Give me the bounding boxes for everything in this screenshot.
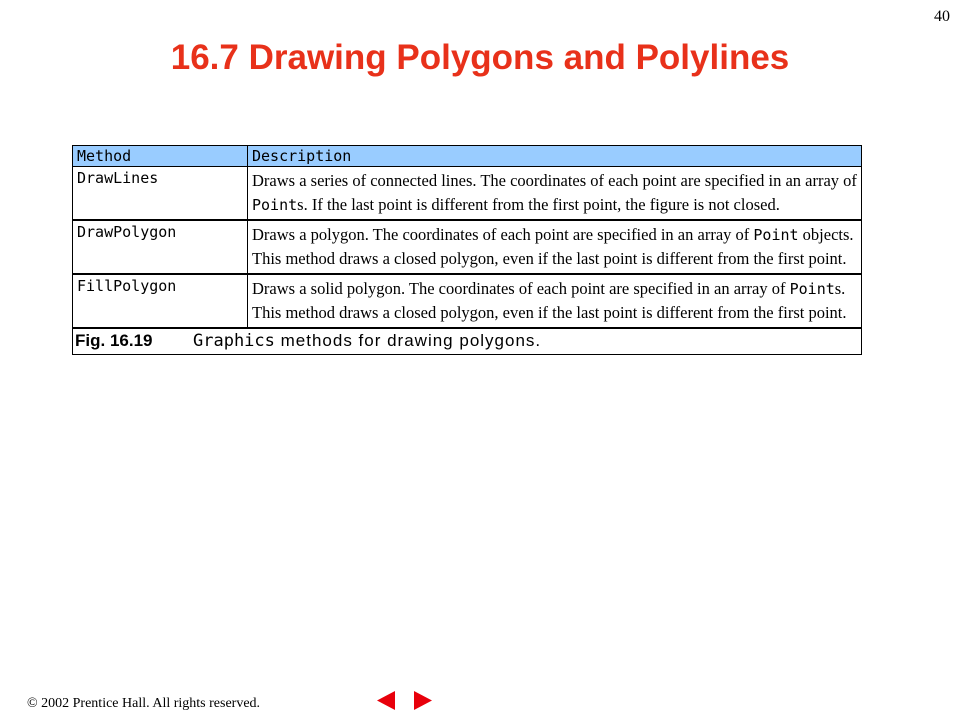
- previous-slide-button[interactable]: [372, 688, 398, 713]
- desc-text: Draws a series of connected lines. The coordinates of each point are specified in an array of: [252, 171, 857, 190]
- left-arrow-icon: [372, 688, 398, 713]
- header-method: Method: [73, 146, 248, 167]
- inline-code: Point: [252, 196, 298, 214]
- slide-title: 16.7 Drawing Polygons and Polylines: [170, 38, 790, 77]
- caption-code: Graphics: [193, 331, 275, 351]
- inline-code: Point: [789, 280, 835, 298]
- method-name: FillPolygon: [73, 274, 248, 328]
- table-header-row: [73, 146, 862, 167]
- slide-number: 40: [934, 8, 950, 25]
- table-row: [73, 167, 862, 221]
- copyright-footer: © 2002 Prentice Hall. All rights reserved.: [27, 696, 261, 711]
- desc-text: objects. This method draws a closed polygon, even if the last point is different from the first point.: [252, 225, 854, 268]
- right-arrow-icon: [411, 688, 437, 713]
- desc-text: Draws a solid polygon. The coordinates of each point are specified in an array of: [252, 279, 790, 298]
- desc-text: s. If the last point is different from the first point, the figure is not closed.: [297, 195, 780, 214]
- figure-label: Fig. 16.19: [75, 331, 153, 350]
- method-description: [248, 220, 862, 274]
- method-description: [248, 274, 862, 328]
- caption-text: methods for drawing polygons.: [274, 331, 542, 350]
- figure-caption: [73, 328, 862, 355]
- figure-caption-row: [73, 328, 862, 355]
- desc-text: Draws a polygon. The coordinates of each point are specified in an array of: [252, 225, 754, 244]
- header-description: Description: [248, 146, 862, 167]
- method-name: DrawPolygon: [73, 220, 248, 274]
- desc-text: s. This method draws a closed polygon, even if the last point is different from the first point.: [252, 279, 847, 322]
- methods-table: [72, 145, 862, 355]
- table-row: [73, 274, 862, 328]
- inline-code: Point: [753, 226, 799, 244]
- next-slide-button[interactable]: [411, 688, 437, 713]
- method-description: [248, 167, 862, 221]
- method-name: DrawLines: [73, 167, 248, 221]
- table-row: [73, 220, 862, 274]
